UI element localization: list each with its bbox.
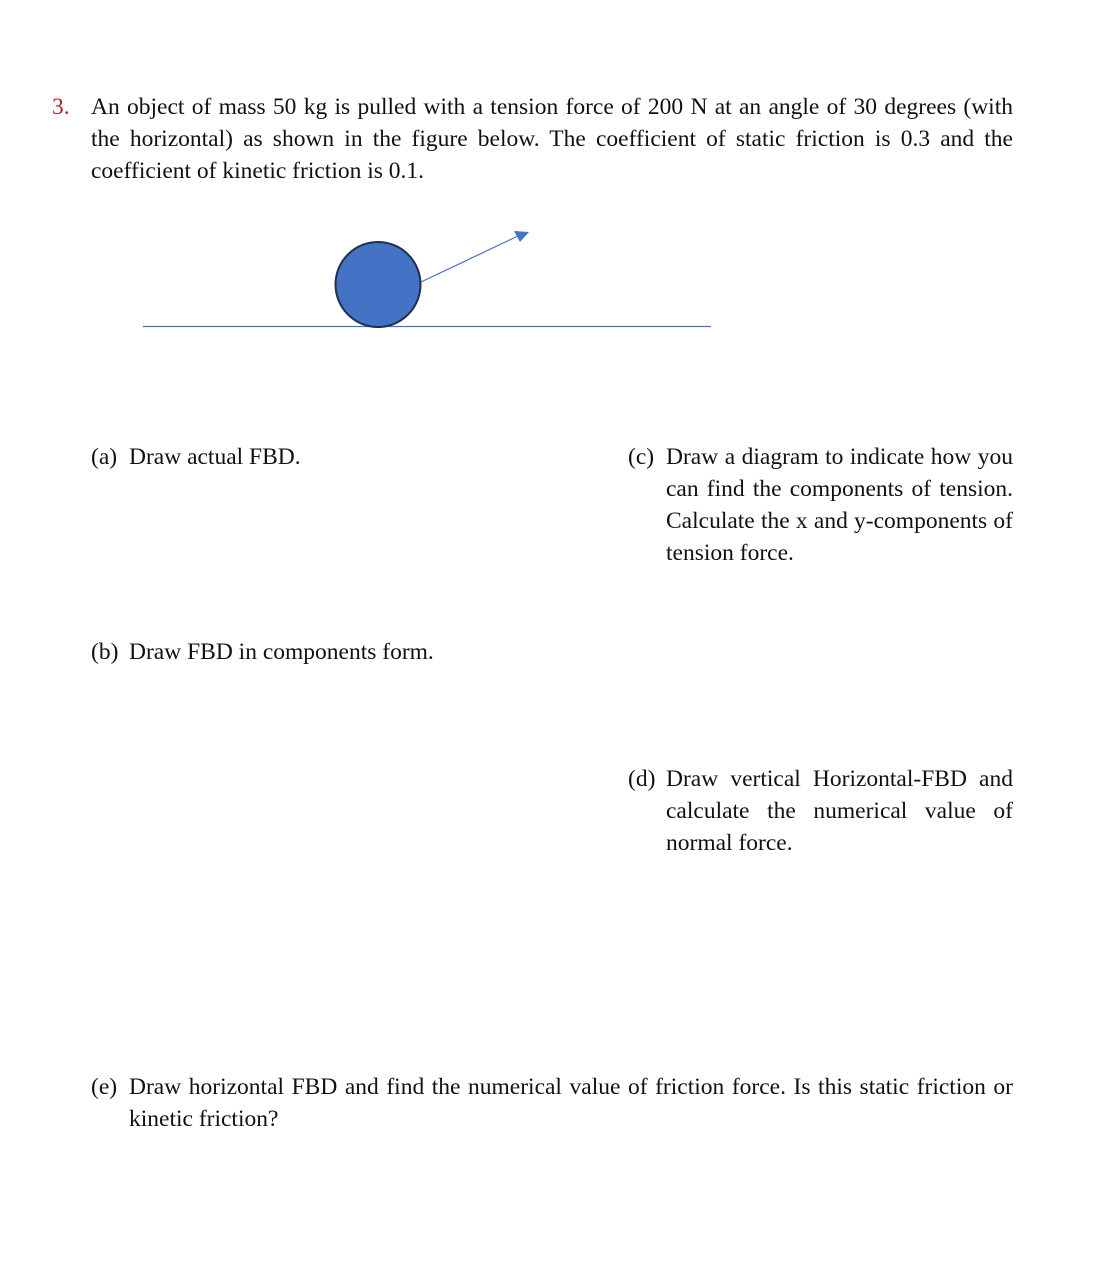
part-e-label: (e)	[91, 1074, 118, 1100]
part-b	[91, 636, 591, 668]
problem-figure	[0, 0, 1120, 400]
part-b-text: Draw FBD in components form.	[129, 639, 434, 665]
part-d-label: (d)	[628, 766, 656, 792]
part-b-label: (b)	[91, 639, 119, 665]
part-a-text: Draw actual FBD.	[129, 444, 301, 470]
part-d-text: Draw vertical Horizontal-FBD and calculate the numerical value of normal force.	[666, 766, 1013, 856]
part-d	[628, 763, 1013, 859]
part-c-label: (c)	[628, 444, 655, 470]
question-number: 3.	[52, 94, 70, 120]
tension-arrow-shaft	[421, 236, 518, 282]
question-text: An object of mass 50 kg is pulled with a tension force of 200 N at an angle of 30 degrees (with the horizontal) as shown in the figure below. The coefficient of static friction is 0.3 and the coefficient of kinetic friction is 0.1.	[91, 94, 1013, 184]
part-e-text: Draw horizontal FBD and find the numerical value of friction force. Is this static friction or kinetic friction?	[129, 1074, 1013, 1132]
part-c-text: Draw a diagram to indicate how you can find the components of tension. Calculate the x and y-components of tension force.	[666, 444, 1013, 566]
part-a-label: (a)	[91, 444, 118, 470]
part-c	[628, 441, 1013, 569]
part-e	[91, 1071, 1013, 1135]
object-circle	[336, 242, 421, 327]
part-a	[91, 441, 491, 473]
